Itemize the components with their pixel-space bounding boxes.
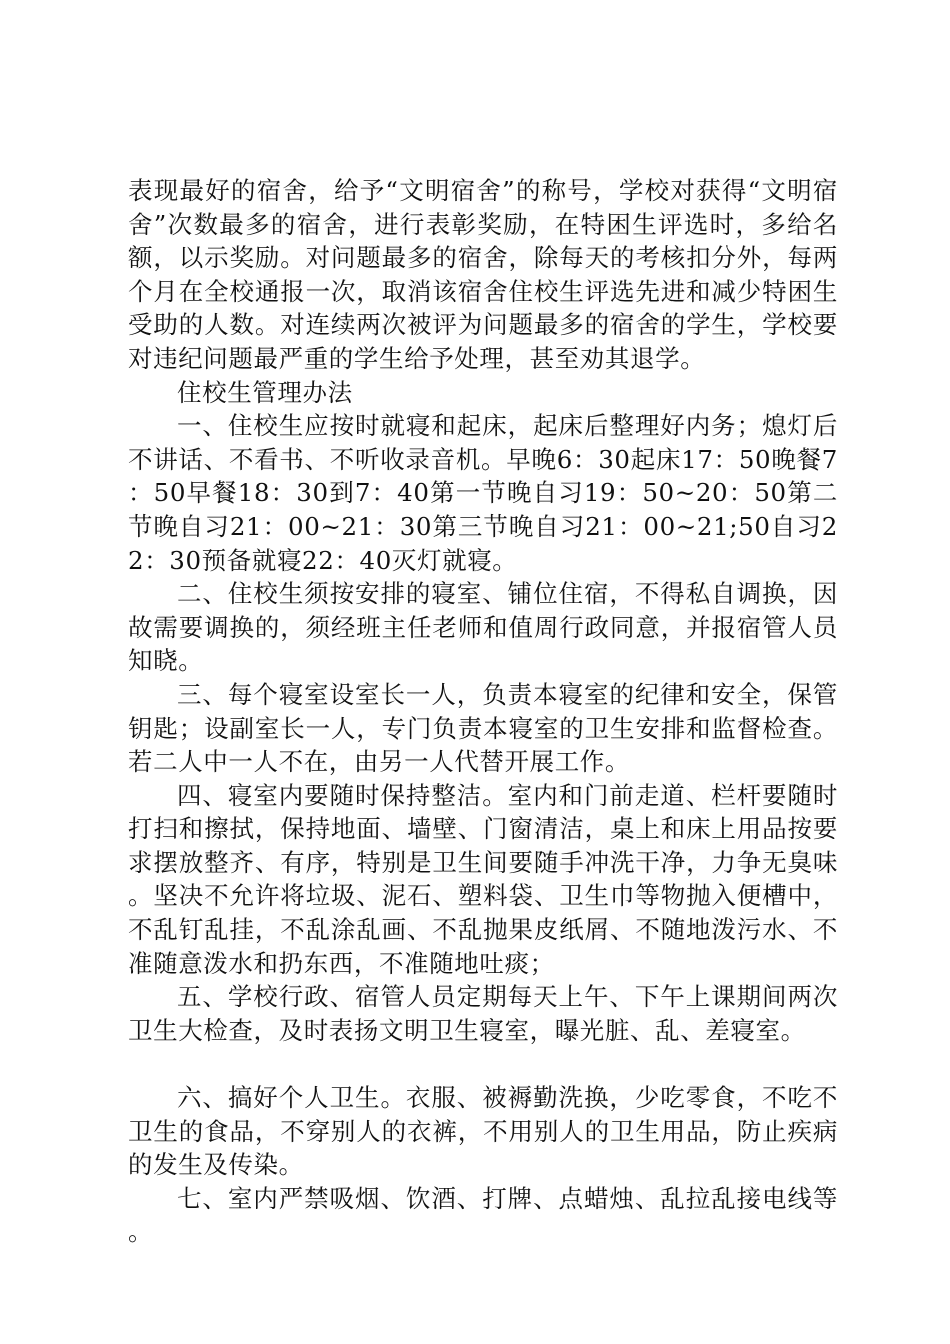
rule-item-4: 四、寝室内要随时保持整洁。室内和门前走道、栏杆要随时打扫和擦拭，保持地面、墙壁、门窗清洁，桌上和床上用品按要求摆放整齐、有序，特别是卫生间要随手冲洗干净，力争无臭味。坚决不允许将垃圾、泥石、塑料袋、卫生巾等物抛入便槽中，不乱钉乱挂，不乱涂乱画、不乱抛果皮纸屑、不随地泼污水、不准随意泼水和扔东西，不准随地吐痰；: [128, 780, 838, 978]
rule-item-3: 三、每个寝室设室长一人，负责本寝室的纪律和安全，保管钥匙；设副室长一人，专门负责本寝室的卫生安排和监督检查。若二人中一人不在，由另一人代替开展工作。: [128, 679, 838, 777]
document-body: [128, 174, 838, 1249]
section-title: 住校生管理办法: [177, 377, 353, 407]
rule-item-1: 一、住校生应按时就寝和起床，起床后整理好内务；熄灯后不讲话、不看书、不听收录音机。早晚6：30起床17：50晚餐7：50早餐18：30到7：40第一节晚自习19：50~20：50第二节晚自习21：00~21：30第三节晚自习21：00~21;50自习22：30预备就寝22：40灭灯就寝。: [128, 411, 838, 575]
rule-item-6: 六、搞好个人卫生。衣服、被褥勤洗换，少吃零食，不吃不卫生的食品，不穿别人的衣裤，不用别人的卫生用品，防止疾病的发生及传染。: [128, 1083, 838, 1180]
rule-item-5: 五、学校行政、宿管人员定期每天上午、下午上课期间两次卫生大检查，及时表扬文明卫生寝室，曝光脏、乱、差寝室。: [128, 982, 838, 1045]
blank-line: [128, 1047, 838, 1081]
rule-item-7: 七、室内严禁吸烟、饮酒、打牌、点蜡烛、乱拉乱接电线等。: [128, 1183, 838, 1247]
intro-paragraph: 表现最好的宿舍，给予“文明宿舍”的称号，学校对获得“文明宿舍”次数最多的宿舍，进行表彰奖励，在特困生评选时，多给名额，以示奖励。对问题最多的宿舍，除每天的考核扣分外，每两个月在全校通报一次，取消该宿舍住校生评选先进和减少特困生受助的人数。对连续两次被评为问题最多的宿舍的学生，学校要对违纪问题最严重的学生给予处理，甚至劝其退学。: [128, 176, 838, 373]
rule-item-2: 二、住校生须按安排的寝室、铺位住宿，不得私自调换，因故需要调换的，须经班主任老师和值周行政同意，并报宿管人员知晓。: [128, 579, 838, 676]
